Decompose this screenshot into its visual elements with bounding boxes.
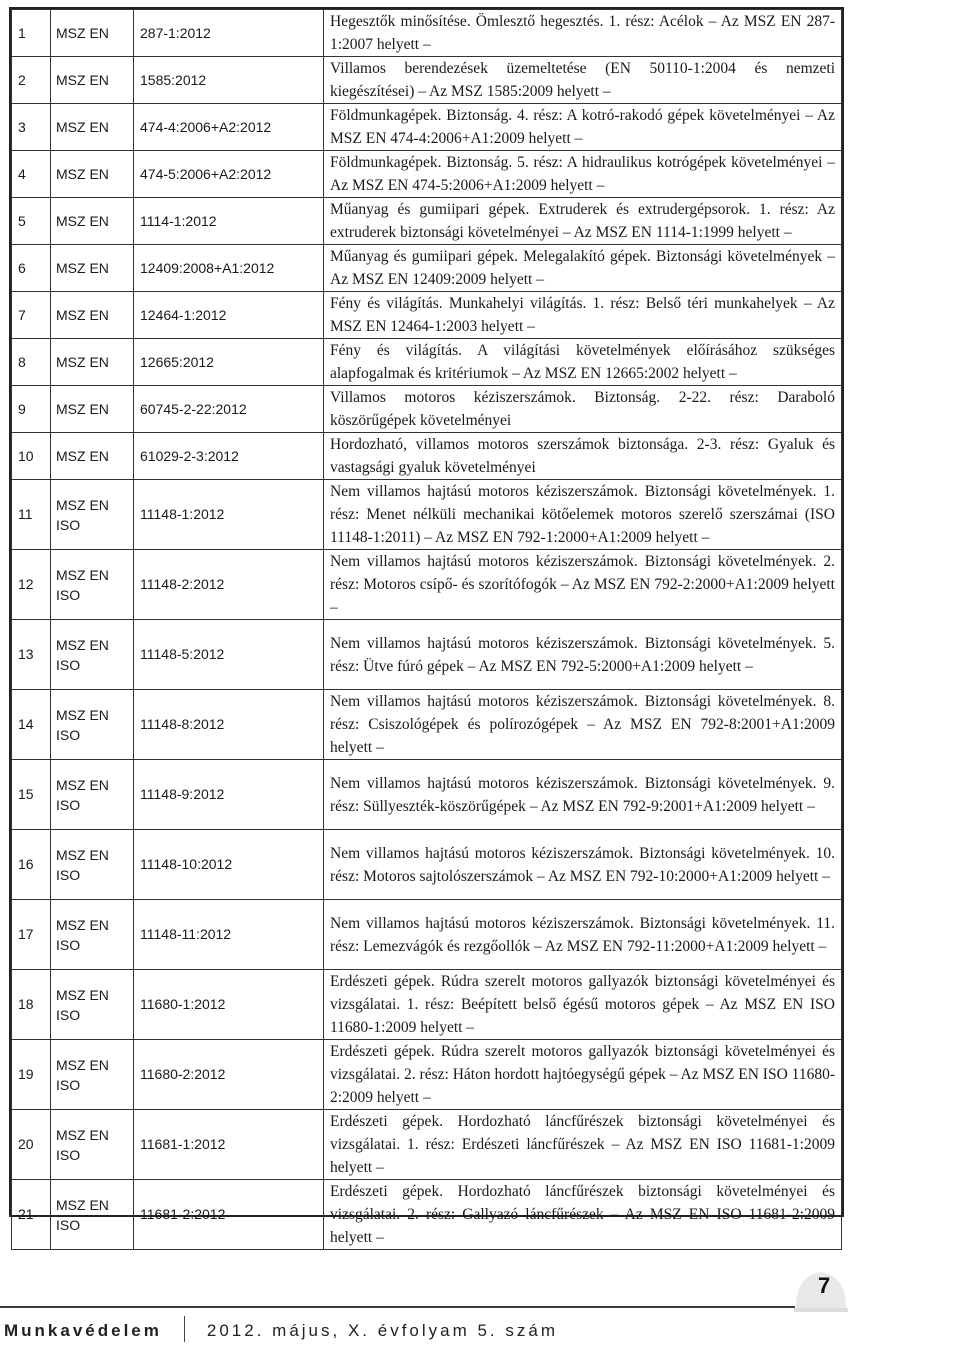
standard-code: 1114-1:2012 (134, 198, 324, 245)
table-row (12, 151, 842, 198)
journal-line (4, 1316, 558, 1342)
standard-title: Földmunkagépek. Biztonság. 5. rész: A hidraulikus kotrógépek követelményei – Az MSZ EN 474-5:2006+A1:2009 helyett – (324, 151, 842, 198)
standard-code: 61029-2-3:2012 (134, 433, 324, 480)
row-number: 2 (12, 57, 51, 104)
row-number: 4 (12, 151, 51, 198)
standard-title: Villamos motoros kéziszerszámok. Biztonság. 2-22. rész: Daraboló köszörűgépek követelményei (324, 386, 842, 433)
standard-type: MSZ EN (51, 198, 134, 245)
row-number: 8 (12, 339, 51, 386)
standard-type (51, 830, 134, 900)
row-number: 20 (12, 1110, 51, 1180)
type-line-1: MSZ EN (56, 846, 109, 863)
page-number: 7 (818, 1273, 831, 1298)
standard-code: 474-4:2006+A2:2012 (134, 104, 324, 151)
row-number: 12 (12, 550, 51, 620)
standard-title: Műanyag és gumiipari gépek. Extruderek és extrudergépsorok. 1. rész: Az extruderek biztonsági követelményei – Az MSZ EN 1114-1:1999 helyett – (324, 198, 842, 245)
standard-title: Nem villamos hajtású motoros kéziszerszámok. Biztonsági követelmények. 10. rész: Motoros sajtolószerszámok – Az MSZ EN 792-10:2000+A1:2009 helyett – (324, 830, 842, 900)
standard-code: 1585:2012 (134, 57, 324, 104)
standard-title: Nem villamos hajtású motoros kéziszerszámok. Biztonsági követelmények. 2. rész: Motoros csípő- és szorítófogók – Az MSZ EN 792-2:2000+A1:2009 helyett – (324, 550, 842, 620)
table-row (12, 970, 842, 1040)
standard-type-label (56, 775, 128, 815)
standard-type: MSZ EN (51, 386, 134, 433)
standard-title: Nem villamos hajtású motoros kéziszerszámok. Biztonsági követelmények. 8. rész: Csiszológépek és polírozógépek – Az MSZ EN 792-8:2001+A1:2009 helyett – (324, 690, 842, 760)
row-number: 18 (12, 970, 51, 1040)
table-row (12, 57, 842, 104)
standard-title: Földmunkagépek. Biztonság. 4. rész: A kotró-rakodó gépek követelményei – Az MSZ EN 474-4:2006+A1:2009 helyett – (324, 104, 842, 151)
standard-type-label (56, 845, 128, 885)
standard-type-label (56, 985, 128, 1025)
row-number: 17 (12, 900, 51, 970)
type-line-1: MSZ EN (56, 1126, 109, 1143)
standard-code: 287-1:2012 (134, 10, 324, 57)
row-number: 7 (12, 292, 51, 339)
type-line-2: ISO (56, 656, 81, 673)
standard-code: 12665:2012 (134, 339, 324, 386)
standard-code: 11148-10:2012 (134, 830, 324, 900)
type-line-2: ISO (56, 586, 81, 603)
standard-title: Erdészeti gépek. Rúdra szerelt motoros gallyazók biztonsági követelményei és vizsgálatai. 1. rész: Beépített belső égésű motoros gépek – Az MSZ EN ISO 11680-1:2009 helyett – (324, 970, 842, 1040)
table-row (12, 900, 842, 970)
standard-type: MSZ EN (51, 433, 134, 480)
row-number: 5 (12, 198, 51, 245)
table-row (12, 386, 842, 433)
standard-type-label (56, 1125, 128, 1165)
type-line-2: ISO (56, 936, 81, 953)
standard-code: 11148-9:2012 (134, 760, 324, 830)
standard-type: MSZ EN (51, 10, 134, 57)
type-line-2: ISO (56, 1146, 81, 1163)
row-number: 1 (12, 10, 51, 57)
standard-title: Műanyag és gumiipari gépek. Melegalakító gépek. Biztonsági követelmények – Az MSZ EN 12409:2009 helyett – (324, 245, 842, 292)
standard-type (51, 1040, 134, 1110)
standard-type (51, 1180, 134, 1250)
row-number: 15 (12, 760, 51, 830)
table-row (12, 1110, 842, 1180)
standard-title: Nem villamos hajtású motoros kéziszerszámok. Biztonsági követelmények. 9. rész: Süllyeszték-köszörűgépek – Az MSZ EN 792-9:2001+A1:2009 helyett – (324, 760, 842, 830)
type-line-1: MSZ EN (56, 1196, 109, 1213)
standard-type (51, 760, 134, 830)
table-row (12, 339, 842, 386)
type-line-2: ISO (56, 1076, 81, 1093)
standard-title: Hordozható, villamos motoros szerszámok biztonsága. 2-3. rész: Gyaluk és vastagsági gyaluk követelményei (324, 433, 842, 480)
type-line-1: MSZ EN (56, 1056, 109, 1073)
type-line-1: MSZ EN (56, 916, 109, 933)
type-line-1: MSZ EN (56, 776, 109, 793)
standard-code: 11148-2:2012 (134, 550, 324, 620)
type-line-2: ISO (56, 726, 81, 743)
standard-title: Nem villamos hajtású motoros kéziszerszámok. Biztonsági követelmények. 5. rész: Ütve fúró gépek – Az MSZ EN 792-5:2000+A1:2009 helyett – (324, 620, 842, 690)
table-row (12, 198, 842, 245)
standard-title: Erdészeti gépek. Hordozható láncfűrészek biztonsági követelményei és vizsgálatai. 1. rész: Erdészeti láncfűrészek – Az MSZ EN ISO 11681-1:2009 helyett – (324, 1110, 842, 1180)
standard-code: 11148-5:2012 (134, 620, 324, 690)
standard-type-label (56, 1195, 128, 1235)
standard-title: Fény és világítás. A világítási követelmények előírásához szükséges alapfogalmak és kritériumok – Az MSZ EN 12665:2002 helyett – (324, 339, 842, 386)
row-number: 19 (12, 1040, 51, 1110)
standard-type-label (56, 705, 128, 745)
standard-title: Erdészeti gépek. Hordozható láncfűrészek biztonsági követelményei és vizsgálatai. 2. rész: Gallyazó láncfűrészek – Az MSZ EN ISO 11681-2:2009 helyett – (324, 1180, 842, 1250)
standard-title: Erdészeti gépek. Rúdra szerelt motoros gallyazók biztonsági követelményei és vizsgálatai. 2. rész: Háton hordott hajtóegységű gépek – Az MSZ EN ISO 11680-2:2009 helyett – (324, 1040, 842, 1110)
journal-title: Munkavédelem (4, 1321, 162, 1340)
table-row (12, 1180, 842, 1250)
table-row (12, 620, 842, 690)
type-line-2: ISO (56, 516, 81, 533)
standard-type (51, 550, 134, 620)
row-number: 13 (12, 620, 51, 690)
table-row (12, 10, 842, 57)
footer-divider (0, 1306, 795, 1308)
standard-type (51, 900, 134, 970)
table-row (12, 433, 842, 480)
standard-type (51, 620, 134, 690)
table-row (12, 550, 842, 620)
standard-type (51, 480, 134, 550)
standard-title: Nem villamos hajtású motoros kéziszerszámok. Biztonsági követelmények. 11. rész: Lemezvágók és rezgőollók – Az MSZ EN 792-11:2000+A1:2009 helyett – (324, 900, 842, 970)
standard-title: Fény és világítás. Munkahelyi világítás. 1. rész: Belső téri munkahelyek – Az MSZ EN 12464-1:2003 helyett – (324, 292, 842, 339)
row-number: 16 (12, 830, 51, 900)
type-line-1: MSZ EN (56, 706, 109, 723)
type-line-2: ISO (56, 1216, 81, 1233)
standard-code: 12409:2008+A1:2012 (134, 245, 324, 292)
standard-type-label (56, 1055, 128, 1095)
row-number: 9 (12, 386, 51, 433)
standard-type-label (56, 495, 128, 535)
standard-type-label (56, 915, 128, 955)
standard-type (51, 1110, 134, 1180)
standard-type-label (56, 565, 128, 605)
table-row (12, 292, 842, 339)
standard-code: 60745-2-22:2012 (134, 386, 324, 433)
table-row (12, 830, 842, 900)
standard-code: 11148-8:2012 (134, 690, 324, 760)
type-line-1: MSZ EN (56, 986, 109, 1003)
journal-issue: 2012. május, X. évfolyam 5. szám (206, 1321, 558, 1340)
row-number: 14 (12, 690, 51, 760)
type-line-1: MSZ EN (56, 566, 109, 583)
table-row (12, 245, 842, 292)
table-row (12, 480, 842, 550)
standard-title: Nem villamos hajtású motoros kéziszerszámok. Biztonsági követelmények. 1. rész: Menet nélküli mechanikai kötőelemek motoros szerelő szerszámai (ISO 11148-1:2011) – Az MSZ EN 792-1:2000+A1:2009 helyett – (324, 480, 842, 550)
standard-title: Hegesztők minősítése. Ömlesztő hegesztés. 1. rész: Acélok – Az MSZ EN 287-1:2007 helyett – (324, 10, 842, 57)
row-number: 3 (12, 104, 51, 151)
type-line-1: MSZ EN (56, 496, 109, 513)
standard-title: Villamos berendezések üzemeltetése (EN 50110-1:2004 és nemzeti kiegészítései) – Az MSZ 1585:2009 helyett – (324, 57, 842, 104)
row-number: 6 (12, 245, 51, 292)
standard-type: MSZ EN (51, 57, 134, 104)
row-number: 21 (12, 1180, 51, 1250)
standard-code: 11148-1:2012 (134, 480, 324, 550)
type-line-2: ISO (56, 1006, 81, 1023)
standard-type: MSZ EN (51, 151, 134, 198)
table-row (12, 760, 842, 830)
type-line-2: ISO (56, 866, 81, 883)
table-row (12, 1040, 842, 1110)
standard-code: 12464-1:2012 (134, 292, 324, 339)
standard-type: MSZ EN (51, 245, 134, 292)
row-number: 11 (12, 480, 51, 550)
standard-type: MSZ EN (51, 339, 134, 386)
table-row (12, 690, 842, 760)
standard-code: 474-5:2006+A2:2012 (134, 151, 324, 198)
standard-code: 11148-11:2012 (134, 900, 324, 970)
table-row (12, 104, 842, 151)
standard-type (51, 690, 134, 760)
standard-type: MSZ EN (51, 104, 134, 151)
type-line-1: MSZ EN (56, 636, 109, 653)
standards-table (9, 7, 844, 1246)
standard-code: 11681-2:2012 (134, 1180, 324, 1250)
standard-type: MSZ EN (51, 292, 134, 339)
standard-code: 11680-1:2012 (134, 970, 324, 1040)
type-line-2: ISO (56, 796, 81, 813)
standard-type-label (56, 635, 128, 675)
standard-type (51, 970, 134, 1040)
footer-separator (184, 1316, 185, 1342)
row-number: 10 (12, 433, 51, 480)
standard-code: 11680-2:2012 (134, 1040, 324, 1110)
standard-code: 11681-1:2012 (134, 1110, 324, 1180)
standards-table-body (12, 10, 842, 1250)
